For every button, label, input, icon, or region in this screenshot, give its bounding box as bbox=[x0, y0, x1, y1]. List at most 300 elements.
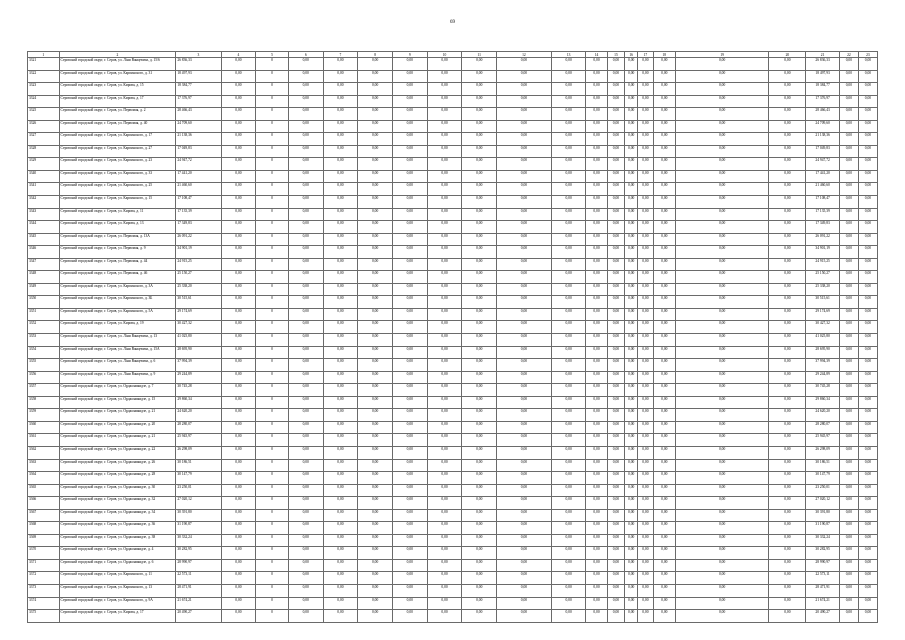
row-number-cell: 3375 bbox=[28, 610, 60, 623]
value-cell: 30 282,95 bbox=[176, 547, 221, 560]
table-row bbox=[28, 559, 878, 572]
value-cell: 0 bbox=[256, 597, 289, 610]
column-header-19: 19 bbox=[675, 52, 769, 58]
column-header-7: 7 bbox=[323, 52, 358, 58]
value-cell: 0,00 bbox=[221, 509, 256, 522]
column-header-14: 14 bbox=[586, 52, 607, 58]
value-cell: 0,00 bbox=[392, 321, 427, 334]
row-number-cell: 3321 bbox=[28, 58, 60, 71]
value-cell: 0,00 bbox=[358, 597, 393, 610]
table-row bbox=[28, 145, 878, 158]
table-row bbox=[28, 83, 878, 96]
table-row bbox=[28, 472, 878, 485]
value-cell: 0,00 bbox=[551, 497, 586, 510]
address-cell: Серовский городской округ, г. Серов, ул. Орджоникидзе, д. 28 bbox=[59, 472, 176, 485]
value-cell: 0,00 bbox=[221, 371, 256, 384]
value-cell: 0,00 bbox=[288, 208, 323, 221]
value-cell: 0,00 bbox=[839, 258, 858, 271]
value-cell: 17 376,97 bbox=[806, 95, 840, 108]
value-cell: 0,00 bbox=[637, 484, 653, 497]
value-cell: 0,00 bbox=[625, 95, 638, 108]
value-cell: 0 bbox=[256, 95, 289, 108]
value-cell: 0,00 bbox=[769, 321, 806, 334]
table-row bbox=[28, 321, 878, 334]
value-cell: 0,00 bbox=[586, 145, 607, 158]
value-cell: 0,00 bbox=[358, 497, 393, 510]
value-cell: 0,00 bbox=[858, 597, 877, 610]
value-cell: 0,00 bbox=[769, 421, 806, 434]
value-cell: 0,00 bbox=[392, 497, 427, 510]
value-cell: 0,00 bbox=[288, 108, 323, 121]
value-cell: 0,00 bbox=[625, 610, 638, 623]
value-cell: 0,00 bbox=[607, 484, 625, 497]
value-cell: 0,00 bbox=[675, 597, 769, 610]
value-cell: 0,00 bbox=[637, 559, 653, 572]
value-cell: 0,00 bbox=[839, 534, 858, 547]
value-cell: 0,00 bbox=[675, 472, 769, 485]
column-header-12: 12 bbox=[497, 52, 552, 58]
row-number-cell: 3346 bbox=[28, 246, 60, 259]
value-cell: 0,00 bbox=[462, 534, 497, 547]
value-cell: 0,00 bbox=[653, 334, 675, 347]
value-cell: 0,00 bbox=[653, 221, 675, 234]
value-cell: 0,00 bbox=[462, 196, 497, 209]
value-cell: 0,00 bbox=[653, 95, 675, 108]
value-cell: 0,00 bbox=[392, 258, 427, 271]
value-cell: 0,00 bbox=[427, 334, 462, 347]
value-cell: 0,00 bbox=[625, 258, 638, 271]
value-cell: 0,00 bbox=[586, 83, 607, 96]
value-cell: 0,00 bbox=[392, 271, 427, 284]
value-cell: 0,00 bbox=[497, 133, 552, 146]
value-cell: 0,00 bbox=[392, 597, 427, 610]
value-cell: 0,00 bbox=[839, 610, 858, 623]
value-cell: 0,00 bbox=[221, 196, 256, 209]
value-cell: 0,00 bbox=[221, 120, 256, 133]
address-cell: Серовский городской округ, г. Серов, ул. Орджоникидзе, д. 34 bbox=[59, 509, 176, 522]
value-cell: 0,00 bbox=[839, 597, 858, 610]
value-cell: 0,00 bbox=[769, 70, 806, 83]
value-cell: 0,00 bbox=[858, 534, 877, 547]
value-cell: 0,00 bbox=[769, 497, 806, 510]
value-cell: 0,00 bbox=[462, 108, 497, 121]
value-cell: 0,00 bbox=[653, 108, 675, 121]
value-cell: 17 441,20 bbox=[176, 170, 221, 183]
column-header-15: 15 bbox=[607, 52, 625, 58]
value-cell: 30 427,32 bbox=[806, 321, 840, 334]
value-cell: 0,00 bbox=[839, 584, 858, 597]
value-cell: 0,00 bbox=[858, 271, 877, 284]
value-cell: 0,00 bbox=[625, 547, 638, 560]
column-header-11: 11 bbox=[462, 52, 497, 58]
value-cell: 0,00 bbox=[637, 308, 653, 321]
value-cell: 0,00 bbox=[288, 233, 323, 246]
value-cell: 0,00 bbox=[858, 572, 877, 585]
value-cell: 0 bbox=[256, 70, 289, 83]
value-cell: 0,00 bbox=[497, 459, 552, 472]
value-cell: 0,00 bbox=[551, 534, 586, 547]
address-cell: Серовский городской округ, г. Серов, ул. Карпинского, д. 27 bbox=[59, 145, 176, 158]
row-number-cell: 3356 bbox=[28, 371, 60, 384]
value-cell: 0,00 bbox=[497, 296, 552, 309]
value-cell: 0,00 bbox=[358, 120, 393, 133]
address-cell: Серовский городской округ, г. Серов, ул. Ліни Ванцевича, д. 15/6 bbox=[59, 58, 176, 71]
value-cell: 0,00 bbox=[462, 396, 497, 409]
value-cell: 30 391,80 bbox=[806, 509, 840, 522]
row-number-cell: 3325 bbox=[28, 108, 60, 121]
value-cell: 0,00 bbox=[288, 258, 323, 271]
value-cell: 0,00 bbox=[427, 83, 462, 96]
value-cell: 0,00 bbox=[858, 196, 877, 209]
value-cell: 0,00 bbox=[625, 208, 638, 221]
value-cell: 0,00 bbox=[288, 472, 323, 485]
value-cell: 0,00 bbox=[288, 283, 323, 296]
value-cell: 18 384,77 bbox=[806, 83, 840, 96]
address-cell: Серовский городской округ, г. Серов, ул. Карпинского, д. 17 bbox=[59, 133, 176, 146]
value-cell: 0,00 bbox=[497, 321, 552, 334]
value-cell: 0,00 bbox=[675, 559, 769, 572]
value-cell: 0,00 bbox=[358, 83, 393, 96]
value-cell: 0,00 bbox=[675, 334, 769, 347]
value-cell: 0,00 bbox=[323, 597, 358, 610]
value-cell: 0,00 bbox=[358, 334, 393, 347]
value-cell: 0,00 bbox=[551, 446, 586, 459]
value-cell: 0,00 bbox=[221, 83, 256, 96]
row-number-cell: 3373 bbox=[28, 584, 60, 597]
value-cell: 0,00 bbox=[392, 522, 427, 535]
value-cell: 0,00 bbox=[288, 170, 323, 183]
value-cell: 18 497,93 bbox=[806, 70, 840, 83]
value-cell: 0,00 bbox=[586, 308, 607, 321]
value-cell: 0,00 bbox=[427, 296, 462, 309]
value-cell: 0 bbox=[256, 434, 289, 447]
value-cell: 0,00 bbox=[323, 208, 358, 221]
page-number: 69 bbox=[450, 20, 455, 25]
value-cell: 0,00 bbox=[221, 283, 256, 296]
value-cell: 0,00 bbox=[427, 196, 462, 209]
row-number-cell: 3352 bbox=[28, 321, 60, 334]
value-cell: 0,00 bbox=[427, 559, 462, 572]
value-cell: 0,00 bbox=[675, 446, 769, 459]
value-cell: 25 338,20 bbox=[176, 283, 221, 296]
value-cell: 0,00 bbox=[462, 584, 497, 597]
value-cell: 0,00 bbox=[221, 183, 256, 196]
value-cell: 0,00 bbox=[625, 534, 638, 547]
value-cell: 0,00 bbox=[653, 509, 675, 522]
value-cell: 0,00 bbox=[462, 58, 497, 71]
value-cell: 0,00 bbox=[497, 409, 552, 422]
value-cell: 0,00 bbox=[607, 559, 625, 572]
value-cell: 0,00 bbox=[858, 246, 877, 259]
value-cell: 0,00 bbox=[607, 359, 625, 372]
value-cell: 0,00 bbox=[607, 95, 625, 108]
value-cell: 0,00 bbox=[625, 321, 638, 334]
value-cell: 30 332,24 bbox=[176, 534, 221, 547]
table-row bbox=[28, 497, 878, 510]
value-cell: 0,00 bbox=[625, 509, 638, 522]
value-cell: 0,00 bbox=[769, 384, 806, 397]
value-cell: 0,00 bbox=[858, 384, 877, 397]
value-cell: 0,00 bbox=[675, 283, 769, 296]
value-cell: 0,00 bbox=[551, 359, 586, 372]
value-cell: 0,00 bbox=[769, 396, 806, 409]
table-row bbox=[28, 283, 878, 296]
value-cell: 0,00 bbox=[323, 396, 358, 409]
row-number-cell: 3370 bbox=[28, 547, 60, 560]
value-cell: 0,00 bbox=[392, 296, 427, 309]
value-cell: 28 471,91 bbox=[176, 584, 221, 597]
value-cell: 22 573,11 bbox=[806, 572, 840, 585]
value-cell: 0,00 bbox=[427, 145, 462, 158]
value-cell: 29 174,69 bbox=[176, 308, 221, 321]
value-cell: 0,00 bbox=[427, 534, 462, 547]
value-cell: 0,00 bbox=[462, 221, 497, 234]
value-cell: 0,00 bbox=[625, 497, 638, 510]
column-header-18: 18 bbox=[653, 52, 675, 58]
value-cell: 0,00 bbox=[221, 534, 256, 547]
value-cell: 0,00 bbox=[625, 584, 638, 597]
address-cell: Серовский городской округ, г. Серов, ул. Орджоникидзе, д. 32 bbox=[59, 497, 176, 510]
value-cell: 0,00 bbox=[497, 183, 552, 196]
value-cell: 0,00 bbox=[462, 472, 497, 485]
value-cell: 0,00 bbox=[427, 610, 462, 623]
value-cell: 0,00 bbox=[221, 359, 256, 372]
value-cell: 0,00 bbox=[625, 283, 638, 296]
value-cell: 0,00 bbox=[769, 58, 806, 71]
value-cell: 0,00 bbox=[769, 610, 806, 623]
value-cell: 0,00 bbox=[551, 208, 586, 221]
value-cell: 0,00 bbox=[221, 170, 256, 183]
value-cell: 0,00 bbox=[551, 346, 586, 359]
row-number-cell: 3353 bbox=[28, 334, 60, 347]
value-cell: 0,00 bbox=[637, 472, 653, 485]
row-number-cell: 3361 bbox=[28, 434, 60, 447]
value-cell: 29 860,34 bbox=[806, 396, 840, 409]
value-cell: 0,00 bbox=[625, 359, 638, 372]
value-cell: 0,00 bbox=[858, 296, 877, 309]
value-cell: 0,00 bbox=[625, 70, 638, 83]
value-cell: 0,00 bbox=[675, 359, 769, 372]
value-cell: 30 147,79 bbox=[176, 472, 221, 485]
value-cell: 0,00 bbox=[288, 158, 323, 171]
value-cell: 0,00 bbox=[858, 359, 877, 372]
value-cell: 0,00 bbox=[839, 271, 858, 284]
value-cell: 0,00 bbox=[497, 170, 552, 183]
value-cell: 0,00 bbox=[839, 509, 858, 522]
value-cell: 0,00 bbox=[221, 158, 256, 171]
value-cell: 0,00 bbox=[625, 133, 638, 146]
value-cell: 0,00 bbox=[586, 296, 607, 309]
value-cell: 0,00 bbox=[358, 547, 393, 560]
value-cell: 0,00 bbox=[462, 145, 497, 158]
value-cell: 24 915,25 bbox=[806, 258, 840, 271]
value-cell: 0,00 bbox=[288, 359, 323, 372]
value-cell: 0,00 bbox=[607, 221, 625, 234]
value-cell: 0,00 bbox=[637, 258, 653, 271]
value-cell: 0 bbox=[256, 509, 289, 522]
value-cell: 0,00 bbox=[323, 534, 358, 547]
value-cell: 0,00 bbox=[637, 120, 653, 133]
value-cell: 0,00 bbox=[769, 196, 806, 209]
value-cell: 0,00 bbox=[497, 283, 552, 296]
value-cell: 0,00 bbox=[497, 597, 552, 610]
value-cell: 0,00 bbox=[839, 70, 858, 83]
value-cell: 0,00 bbox=[607, 384, 625, 397]
value-cell: 0,00 bbox=[586, 233, 607, 246]
address-cell: Серовский городской округ, г. Серов, ул. Орджоникидзе, д. 22 bbox=[59, 446, 176, 459]
value-cell: 22 573,11 bbox=[176, 572, 221, 585]
value-cell: 0,00 bbox=[858, 509, 877, 522]
value-cell: 20 490,27 bbox=[806, 610, 840, 623]
table-row bbox=[28, 572, 878, 585]
value-cell: 0,00 bbox=[462, 384, 497, 397]
value-cell: 26 298,09 bbox=[806, 446, 840, 459]
address-cell: Серовский городской округ, г. Серов, ул. Первомая, д. 13А bbox=[59, 233, 176, 246]
address-cell: Серовский городской округ, г. Серов, ул. Орджоникидзе, д. 21 bbox=[59, 409, 176, 422]
value-cell: 0,00 bbox=[586, 509, 607, 522]
value-cell: 0,00 bbox=[625, 409, 638, 422]
value-cell: 25 338,20 bbox=[806, 283, 840, 296]
value-cell: 0,00 bbox=[358, 522, 393, 535]
value-cell: 0,00 bbox=[586, 534, 607, 547]
value-cell: 0,00 bbox=[607, 258, 625, 271]
table-row bbox=[28, 434, 878, 447]
value-cell: 0,00 bbox=[839, 183, 858, 196]
address-cell: Серовский городской округ, г. Серов, ул. Первомая, д. 46 bbox=[59, 271, 176, 284]
value-cell: 0,00 bbox=[427, 208, 462, 221]
table-row bbox=[28, 346, 878, 359]
value-cell: 0,00 bbox=[288, 534, 323, 547]
value-cell: 21 138,36 bbox=[806, 133, 840, 146]
table-row bbox=[28, 108, 878, 121]
value-cell: 0,00 bbox=[637, 446, 653, 459]
value-cell: 0,00 bbox=[392, 534, 427, 547]
value-cell: 0,00 bbox=[769, 359, 806, 372]
table-row bbox=[28, 421, 878, 434]
value-cell: 0,00 bbox=[288, 196, 323, 209]
value-cell: 21 460,60 bbox=[176, 183, 221, 196]
column-header-6: 6 bbox=[288, 52, 323, 58]
value-cell: 0,00 bbox=[462, 283, 497, 296]
value-cell: 0,00 bbox=[358, 610, 393, 623]
value-cell: 0,00 bbox=[497, 208, 552, 221]
value-cell: 0,00 bbox=[323, 83, 358, 96]
value-cell: 0,00 bbox=[625, 396, 638, 409]
value-cell: 0,00 bbox=[497, 70, 552, 83]
value-cell: 0,00 bbox=[637, 534, 653, 547]
value-cell: 0,00 bbox=[358, 296, 393, 309]
value-cell: 0,00 bbox=[323, 271, 358, 284]
value-cell: 0 bbox=[256, 296, 289, 309]
value-cell: 0,00 bbox=[769, 584, 806, 597]
value-cell: 25 945,97 bbox=[176, 434, 221, 447]
value-cell: 0,00 bbox=[839, 283, 858, 296]
table-row bbox=[28, 208, 878, 221]
value-cell: 0,00 bbox=[392, 396, 427, 409]
value-cell: 0,00 bbox=[323, 133, 358, 146]
value-cell: 0,00 bbox=[288, 409, 323, 422]
row-number-cell: 3372 bbox=[28, 572, 60, 585]
row-number-cell: 3350 bbox=[28, 296, 60, 309]
value-cell: 0,00 bbox=[839, 108, 858, 121]
value-cell: 0,00 bbox=[392, 308, 427, 321]
value-cell: 0,00 bbox=[839, 446, 858, 459]
value-cell: 0,00 bbox=[586, 421, 607, 434]
address-cell: Серовский городской округ, г. Серов, ул. Карпинского, д. 5А bbox=[59, 308, 176, 321]
value-cell: 34 901,19 bbox=[176, 246, 221, 259]
value-cell: 0,00 bbox=[653, 610, 675, 623]
value-cell: 26 298,09 bbox=[176, 446, 221, 459]
value-cell: 0,00 bbox=[497, 371, 552, 384]
value-cell: 0,00 bbox=[497, 572, 552, 585]
value-cell: 0,00 bbox=[288, 484, 323, 497]
value-cell: 28 695,90 bbox=[806, 346, 840, 359]
value-cell: 0,00 bbox=[392, 58, 427, 71]
value-cell: 0,00 bbox=[675, 384, 769, 397]
column-header-13: 13 bbox=[551, 52, 586, 58]
value-cell: 0,00 bbox=[358, 559, 393, 572]
value-cell: 0,00 bbox=[497, 233, 552, 246]
value-cell: 0,00 bbox=[637, 497, 653, 510]
value-cell: 0,00 bbox=[497, 547, 552, 560]
value-cell: 0,00 bbox=[653, 120, 675, 133]
value-cell: 0,00 bbox=[392, 133, 427, 146]
value-cell: 0,00 bbox=[858, 396, 877, 409]
value-cell: 0,00 bbox=[675, 509, 769, 522]
value-cell: 0,00 bbox=[625, 446, 638, 459]
value-cell: 0,00 bbox=[497, 509, 552, 522]
value-cell: 0,00 bbox=[607, 459, 625, 472]
value-cell: 0,00 bbox=[637, 346, 653, 359]
value-cell: 0,00 bbox=[323, 446, 358, 459]
value-cell: 0,00 bbox=[586, 196, 607, 209]
value-cell: 0,00 bbox=[607, 497, 625, 510]
value-cell: 0,00 bbox=[637, 83, 653, 96]
value-cell: 0,00 bbox=[551, 371, 586, 384]
value-cell: 0,00 bbox=[323, 547, 358, 560]
column-header-10: 10 bbox=[427, 52, 462, 58]
value-cell: 0,00 bbox=[427, 547, 462, 560]
value-cell: 0 bbox=[256, 559, 289, 572]
value-cell: 27 020,12 bbox=[806, 497, 840, 510]
value-cell: 0,00 bbox=[221, 108, 256, 121]
value-cell: 0,00 bbox=[839, 334, 858, 347]
value-cell: 0,00 bbox=[392, 221, 427, 234]
value-cell: 0,00 bbox=[675, 522, 769, 535]
value-cell: 28 280,07 bbox=[806, 421, 840, 434]
column-header-16: 16 bbox=[625, 52, 638, 58]
value-cell: 0,00 bbox=[427, 572, 462, 585]
value-cell: 0,00 bbox=[675, 246, 769, 259]
column-header-3: 3 bbox=[176, 52, 221, 58]
value-cell: 0,00 bbox=[551, 334, 586, 347]
value-cell: 0,00 bbox=[653, 497, 675, 510]
value-cell: 0,00 bbox=[625, 434, 638, 447]
value-cell: 0,00 bbox=[653, 384, 675, 397]
value-cell: 0,00 bbox=[497, 120, 552, 133]
value-cell: 0,00 bbox=[607, 396, 625, 409]
value-cell: 0,00 bbox=[769, 170, 806, 183]
address-cell: Серовский городской округ, г. Серов, ул. Орджоникидзе, д. 38 bbox=[59, 534, 176, 547]
table-row bbox=[28, 396, 878, 409]
value-cell: 0,00 bbox=[637, 196, 653, 209]
value-cell: 0,00 bbox=[323, 384, 358, 397]
value-cell: 0,00 bbox=[392, 446, 427, 459]
value-cell: 0,00 bbox=[323, 321, 358, 334]
value-cell: 0 bbox=[256, 497, 289, 510]
value-cell: 0,00 bbox=[637, 246, 653, 259]
value-cell: 0 bbox=[256, 371, 289, 384]
